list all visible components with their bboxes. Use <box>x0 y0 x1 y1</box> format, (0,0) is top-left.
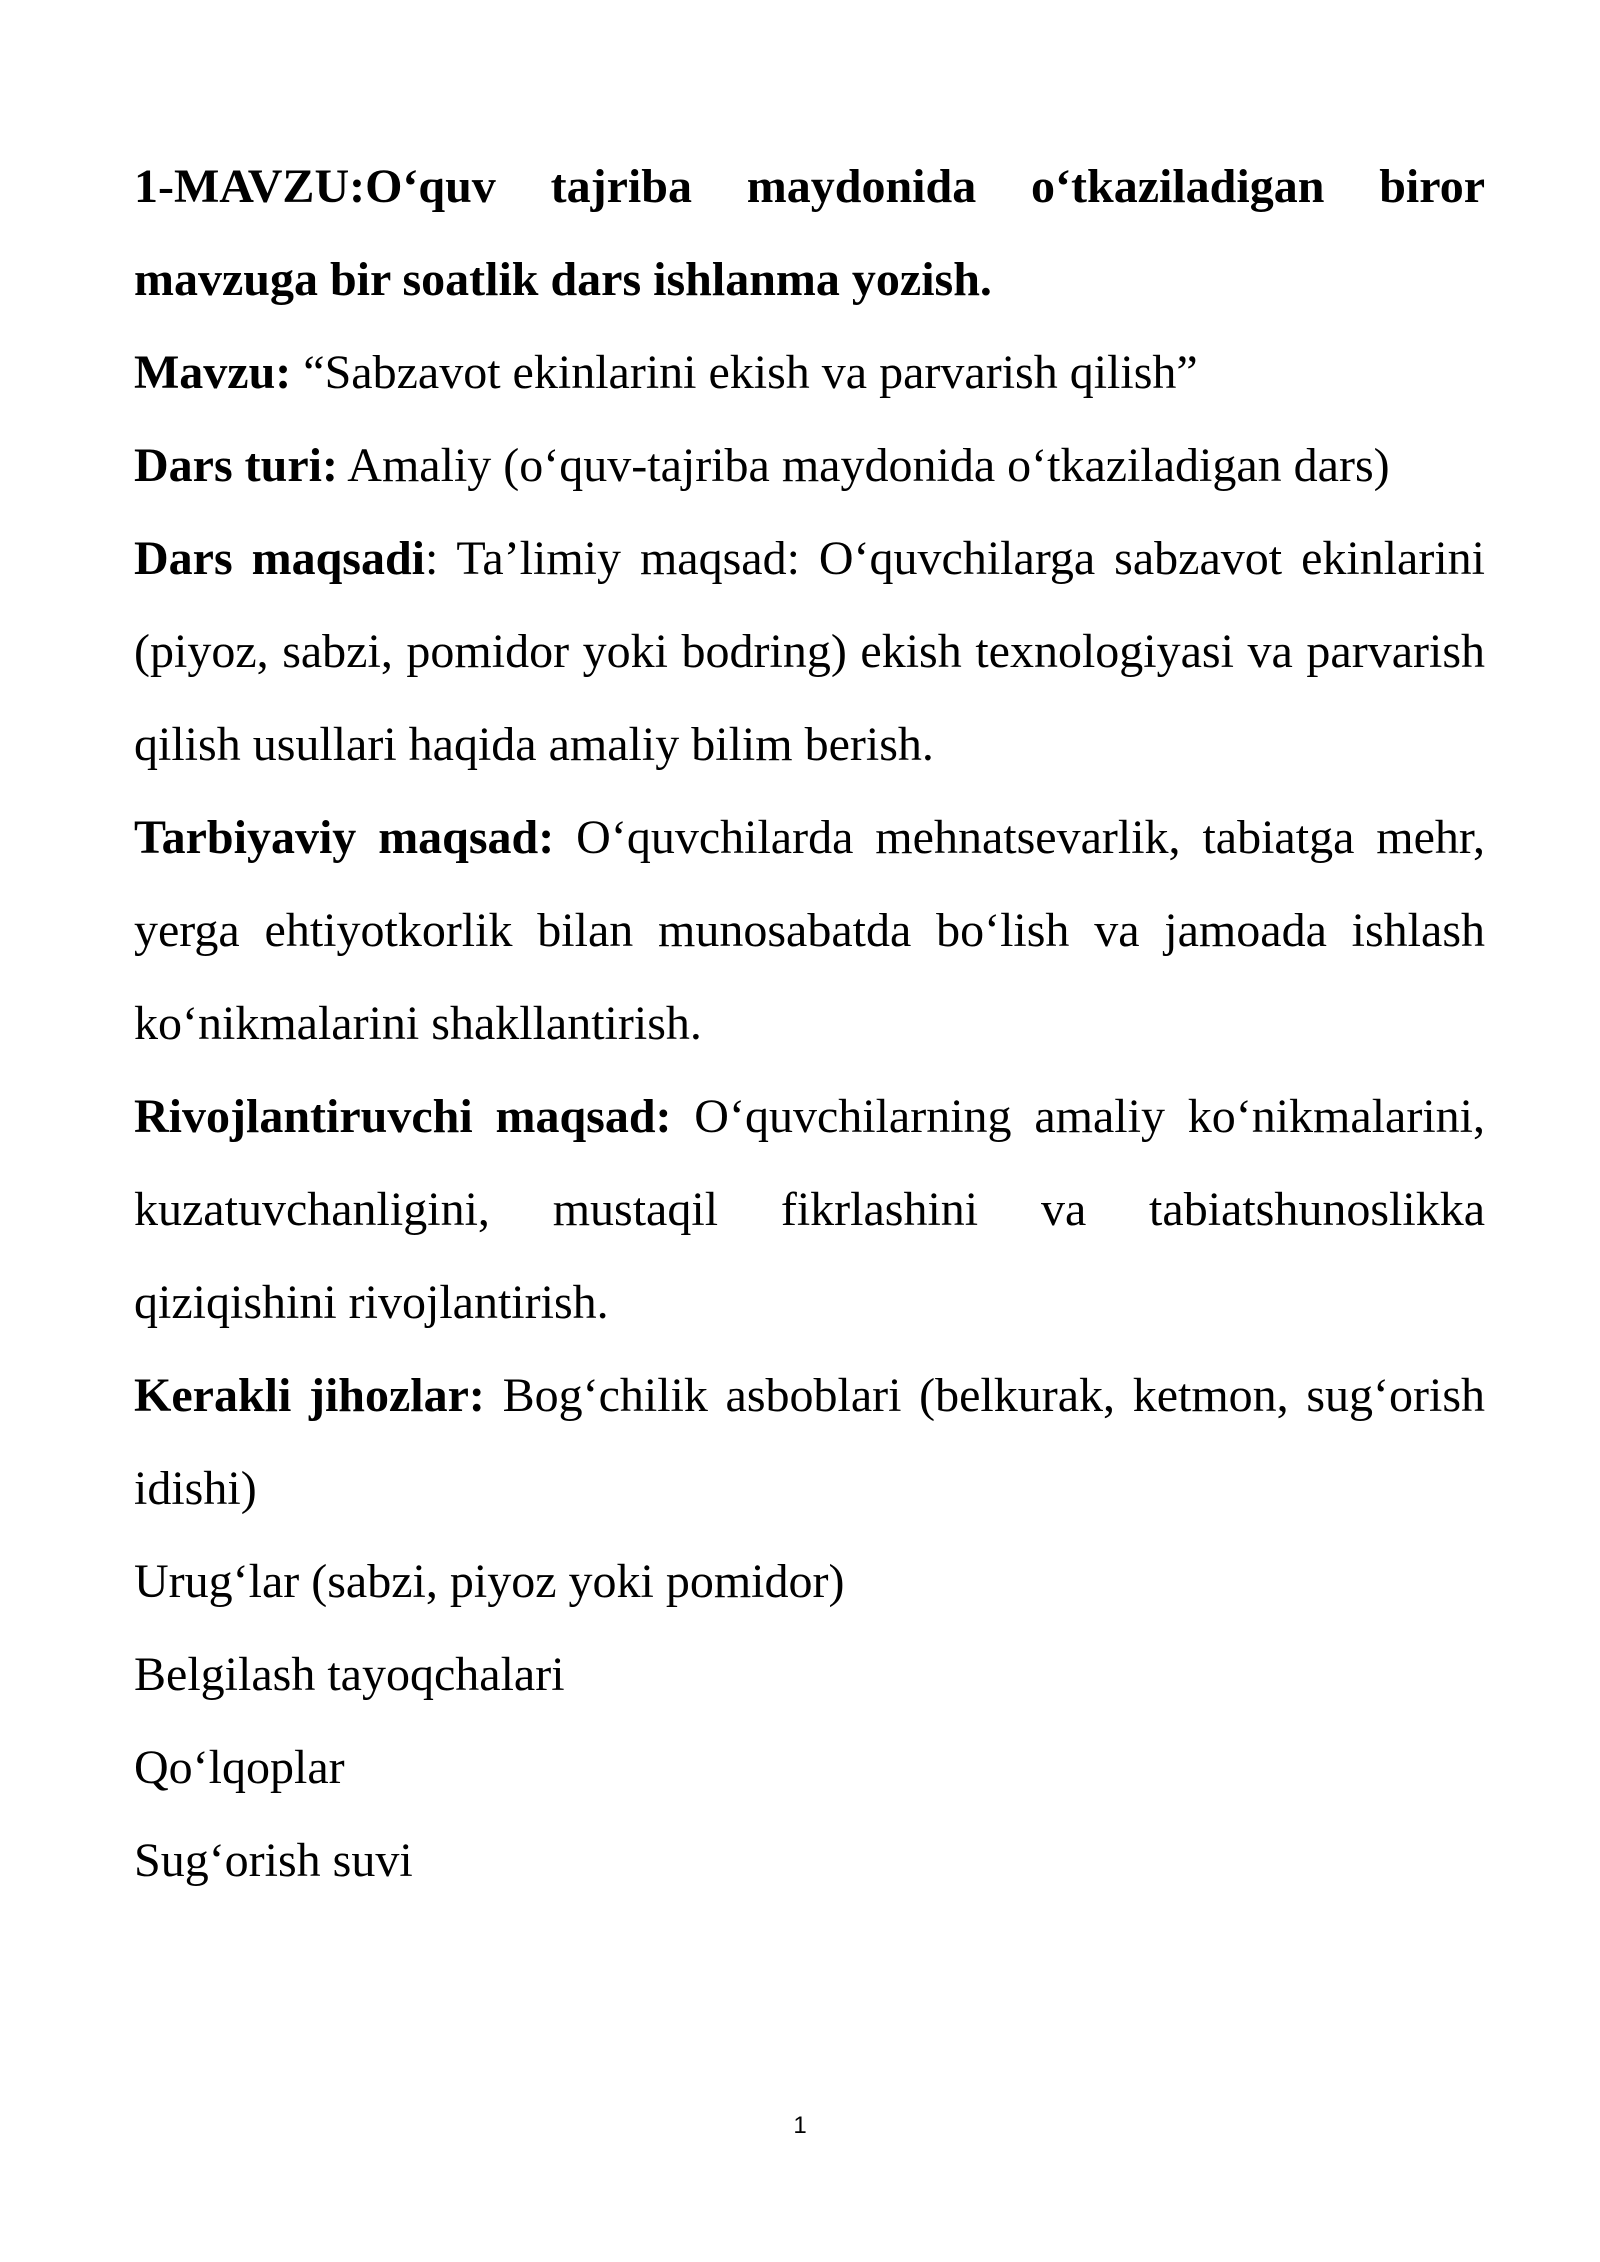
educational-goal-paragraph <box>134 791 1485 1070</box>
document-title: 1-MAVZU:O‘quv tajriba maydonida o‘tkaziladigan biror mavzuga bir soatlik dars ishlanma yozish. <box>134 160 1485 306</box>
lesson-goal-label: Dars maqsadi <box>134 532 425 585</box>
lesson-type-paragraph <box>134 419 1485 512</box>
equipment-label: Kerakli jihozlar: <box>134 1369 485 1422</box>
equipment-text: Bog‘chilik asboblari (belkurak, ketmon, sug‘orish idishi) <box>134 1369 1486 1515</box>
topic-paragraph <box>134 326 1485 419</box>
developmental-goal-label: Rivojlantiruvchi maqsad: <box>134 1090 672 1143</box>
educational-goal-text: O‘quvchilarda mehnatsevarlik, tabiatga mehr, yerga ehtiyotkorlik bilan munosabatda bo‘lish va jamoada ishlash ko‘nikmalarini shakllantirish. <box>134 811 1485 1050</box>
lesson-type-label: Dars turi: <box>134 439 338 492</box>
equipment-item-gloves: Qo‘lqoplar <box>134 1741 345 1794</box>
lesson-goal-paragraph <box>134 512 1485 791</box>
equipment-paragraph <box>134 1349 1485 1535</box>
equipment-item-water: Sug‘orish suvi <box>134 1834 413 1887</box>
topic-text: “Sabzavot ekinlarini ekish va parvarish qilish” <box>291 346 1198 399</box>
equipment-item-seeds: Urug‘lar (sabzi, piyoz yoki pomidor) <box>134 1555 845 1608</box>
developmental-goal-text: O‘quvchilarning amaliy ko‘nikmalarini, kuzatuvchanligini, mustaqil fikrlashini va tabiatshunoslikka qiziqishini rivojlantirish. <box>134 1090 1485 1329</box>
page-number: 1 <box>793 2112 807 2139</box>
equipment-item-marking-sticks: Belgilash tayoqchalari <box>134 1648 565 1701</box>
lesson-goal-text: : Ta’limiy maqsad: O‘quvchilarga sabzavot ekinlarini (piyoz, sabzi, pomidor yoki bodring) ekish texnologiyasi va parvarish qilish usullari haqida amaliy bilim berish. <box>134 532 1486 771</box>
lesson-type-text: Amaliy (o‘quv-tajriba maydonida o‘tkaziladigan dars) <box>337 439 1390 492</box>
topic-label: Mavzu: <box>134 346 292 399</box>
document-body <box>134 140 1485 1907</box>
educational-goal-label: Tarbiyaviy maqsad: <box>134 811 555 864</box>
developmental-goal-paragraph <box>134 1070 1485 1349</box>
